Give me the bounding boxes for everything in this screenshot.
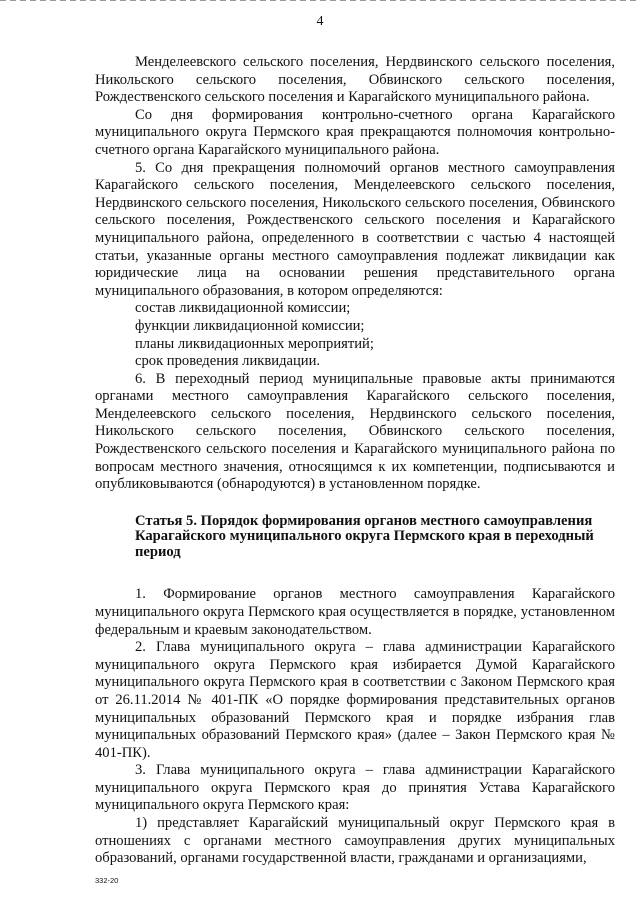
list-item: планы ликвидационных мероприятий;: [135, 335, 374, 352]
article-paragraph: 1. Формирование органов местного самоуправления Карагайского муниципального округа Пермского края осуществляется в порядке, установленном федеральным и краевым законодательством.: [95, 586, 615, 638]
article-paragraph: 1) представляет Карагайский муниципальный округ Пермского края в отношениях с органами местного самоуправления других муниципальных образований, органами государственной власти, гражданами и организациями,: [95, 815, 615, 867]
list-item: функции ликвидационной комиссии;: [135, 317, 365, 334]
article-heading: Статья 5. Порядок формирования органов местного самоуправления Карагайского муниципального округа Пермского края в переходный период: [135, 512, 594, 560]
paragraph: Менделеевского сельского поселения, Нердвинского сельского поселения, Никольского сельского поселения, Обвинского сельского поселения, Рождественского сельского поселения и Карагайского муниципального района.: [95, 54, 615, 106]
list-item: состав ликвидационной комиссии;: [135, 300, 351, 317]
page-number: 4: [316, 14, 324, 29]
article-paragraph: 2. Глава муниципального округа – глава администрации Карагайского муниципального округа Пермского края избирается Думой Карагайского муниципального округа Пермского края в соответствии с Законом Пермского края от 26.11.2014 № 401-ПК «О порядке формирования представительных органов муниципальных образований Пермского края и порядке избрания глав муниципальных образований Пермского края» (далее – Закон Пермского края № 401-ПК).: [95, 639, 615, 761]
document-body: [95, 54, 615, 868]
list-item: срок проведения ликвидации.: [135, 353, 321, 370]
footer-document-code: 332-20: [95, 876, 119, 885]
paragraph: 6. В переходный период муниципальные правовые акты принимаются органами местного самоуправления Карагайского сельского поселения, Менделеевского сельского поселения, Нердвинского сельского поселения, Никольского сельского поселения, Обвинского сельского поселения, Рождественского сельского поселения и Карагайского муниципального района по вопросам местного значения, относящимся к их компетенции, подписываются и опубликовываются (обнародуются) в установленном порядке.: [95, 370, 615, 493]
article-paragraph: 3. Глава муниципального округа – глава администрации Карагайского муниципального округа Пермского края до принятия Устава Карагайского муниципального округа Пермского края:: [95, 762, 615, 814]
paragraph: Со дня формирования контрольно-счетного органа Карагайского муниципального округа Пермского края прекращаются полномочия контрольно-счетного органа Карагайского муниципального района.: [95, 106, 615, 158]
top-edge-rule: [0, 0, 640, 1]
paragraph: 5. Со дня прекращения полномочий органов местного самоуправления Карагайского сельского поселения, Менделеевского сельского поселения, Нердвинского сельского поселения, Никольского сельского поселения, Обвинского сельского поселения, Рождественского сельского поселения и Карагайского муниципального района, определенного в соответствии с частью 4 настоящей статьи, указанные органы местного самоуправления подлежат ликвидации как юридические лица на основании решения представительного органа муниципального образования, в котором определяются:: [95, 159, 615, 299]
